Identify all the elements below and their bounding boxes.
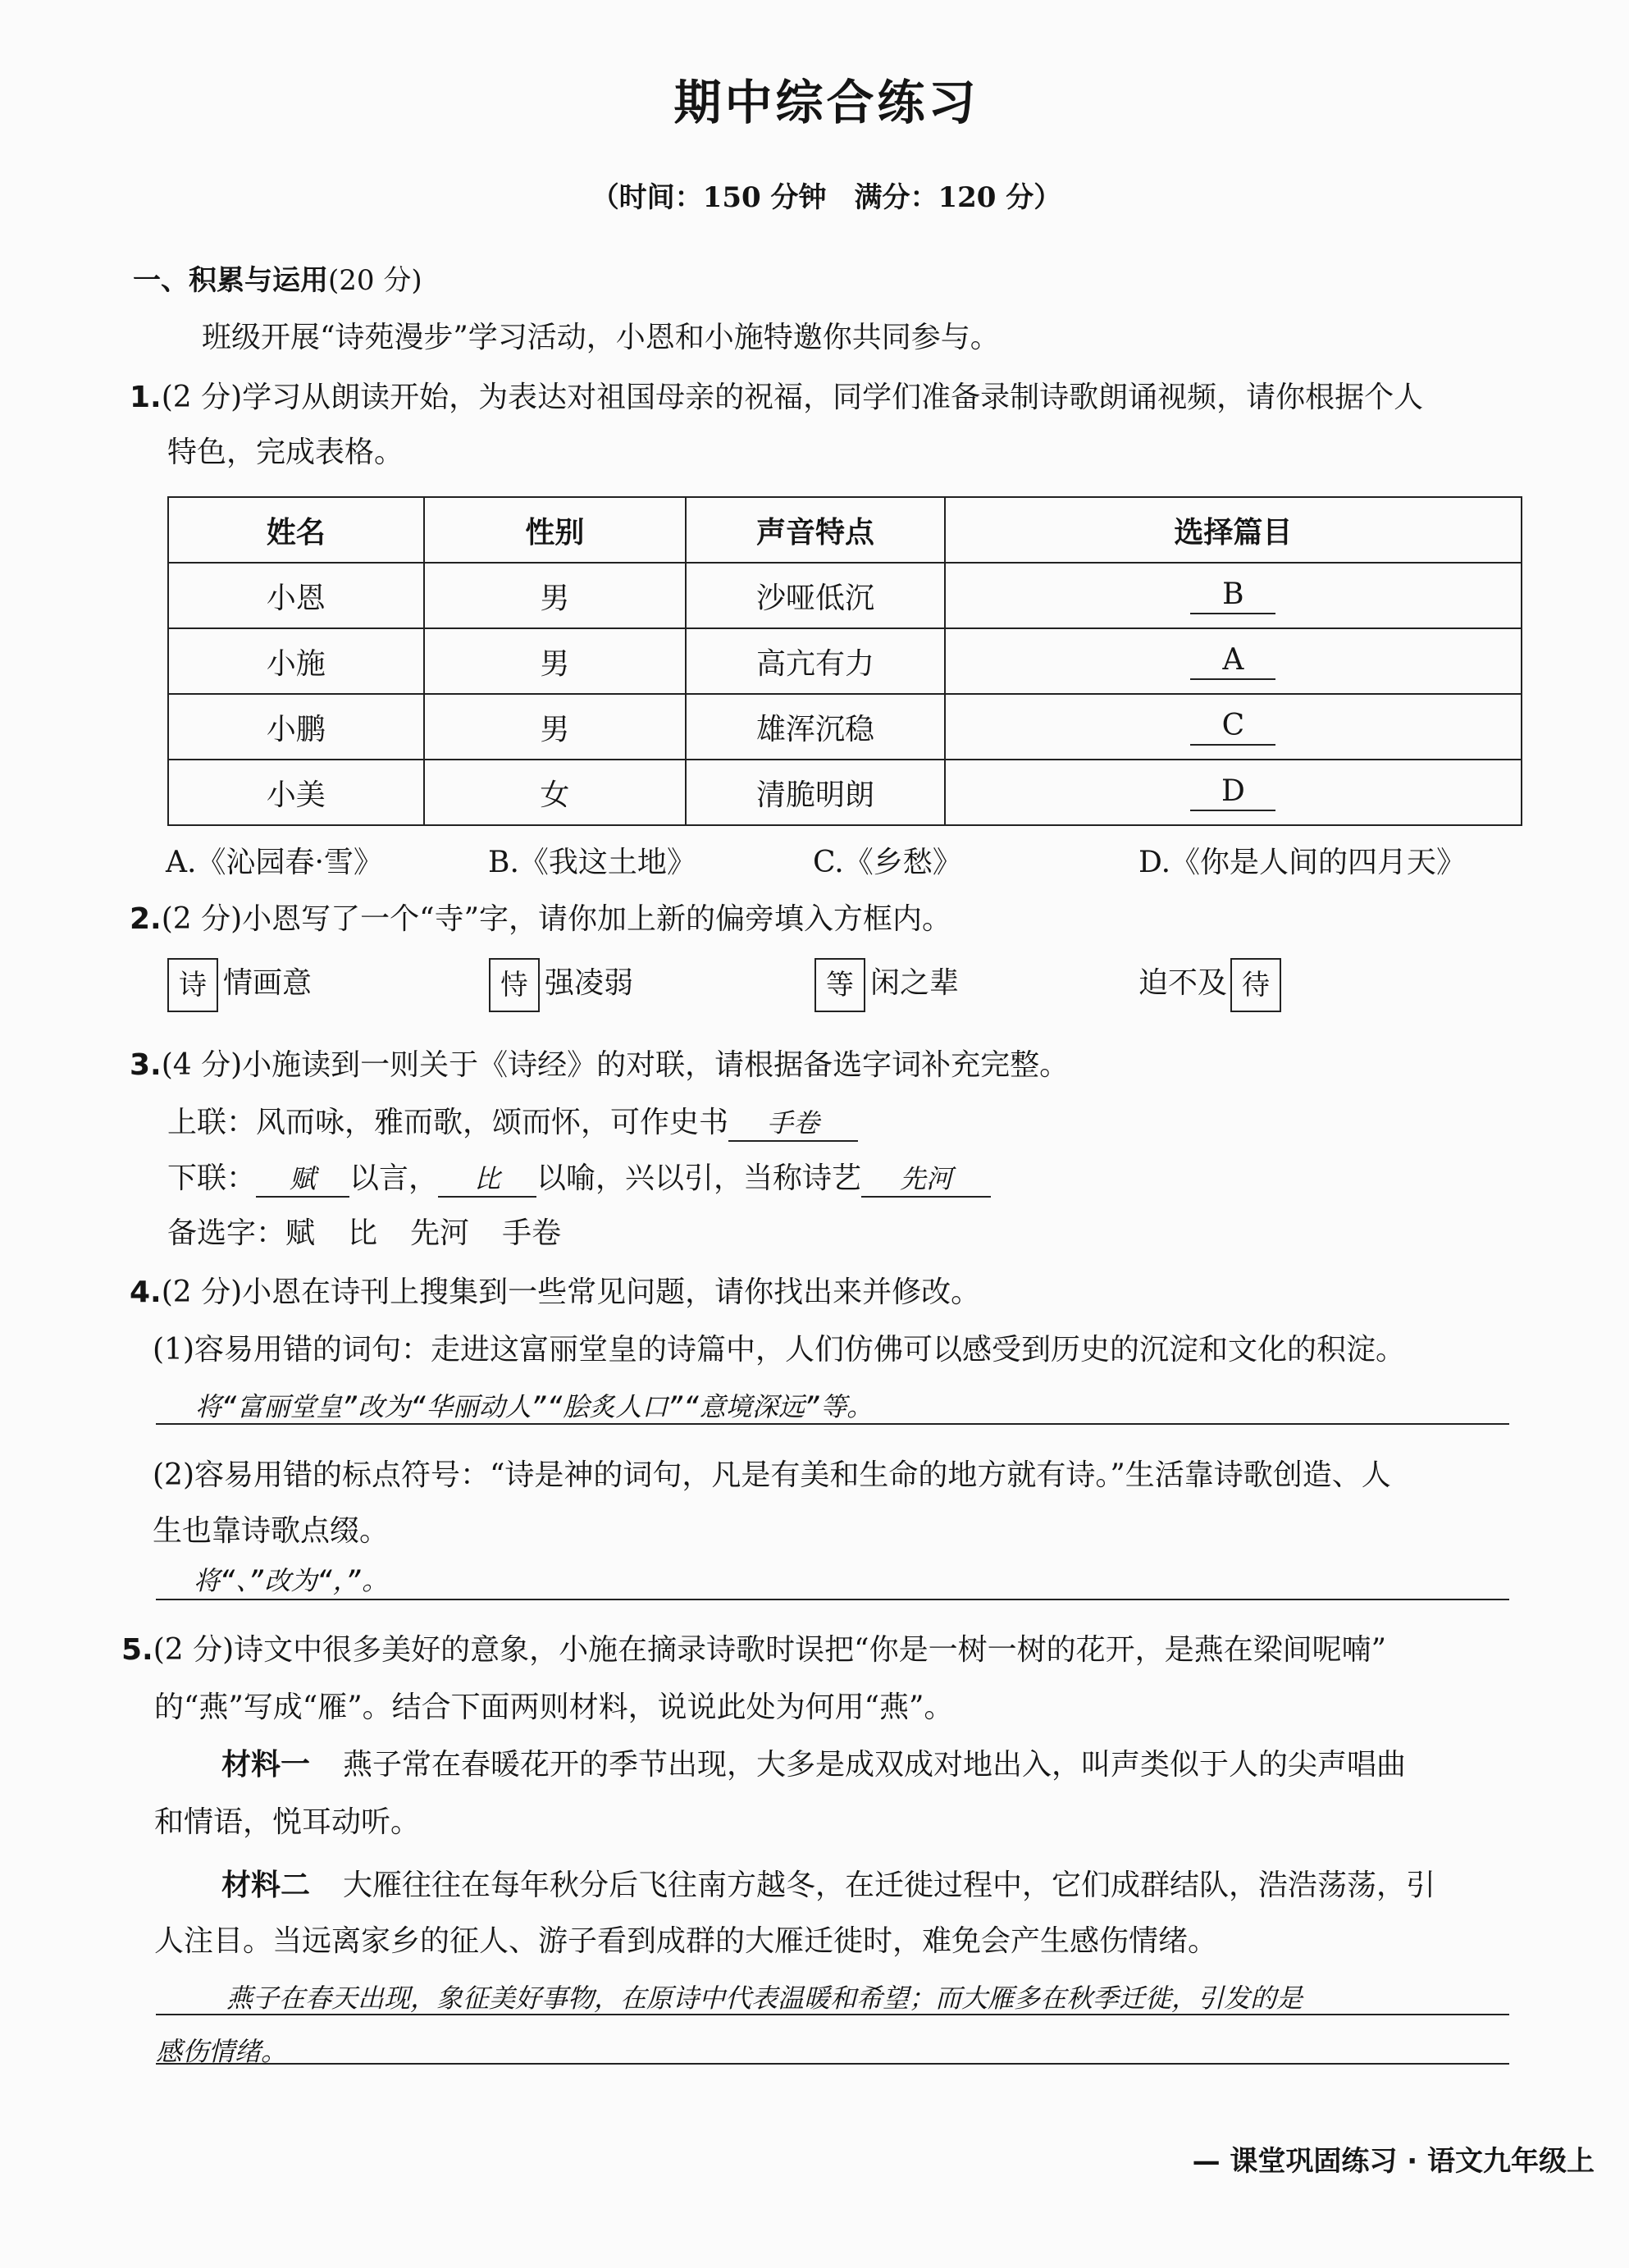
page-title: 期中综合练习: [673, 75, 979, 130]
answer-line: [156, 2014, 1509, 2015]
material-label: 材料二: [221, 1869, 311, 1902]
voice-table: [167, 496, 1522, 826]
question-2: [130, 896, 951, 938]
question-number: 2.: [130, 902, 162, 936]
idiom-item: [1138, 958, 1286, 1012]
couplet-lower: [167, 1155, 991, 1198]
answer-blank[interactable]: C: [1190, 708, 1275, 746]
question-number: 4.: [130, 1275, 162, 1309]
idiom-rest: 情画意: [223, 966, 313, 1000]
idiom-rest: 迫不及: [1138, 966, 1228, 1000]
question-number: 1.: [130, 381, 162, 414]
cell-choice: [945, 628, 1522, 694]
cell-gender: 男: [424, 694, 687, 760]
question-5-line1: [121, 1627, 1386, 1668]
option-c: C.《乡愁》: [813, 846, 962, 879]
answer-blank[interactable]: 手卷: [728, 1102, 858, 1142]
sub-question-2-line1: (2)容易用错的标点符号：“诗是神的词句，凡是有美和生命的地方就有诗。”生活靠诗歌创造、人: [153, 1458, 1391, 1492]
question-1-line2: 特色，完成表格。: [167, 436, 404, 469]
handwritten-answer: 将“富丽堂皇”改为“华丽动人”“脍炙人口”“意境深远”等。: [195, 1391, 874, 1422]
sub-question-1: (1)容易用错的词句：走进这富丽堂皇的诗篇中，人们仿佛可以感受到历史的沉淀和文化的积淀。: [153, 1333, 1405, 1367]
cell-gender: 女: [424, 760, 687, 825]
page-footer: — 课堂巩固练习 · 语文九年级上: [1192, 2145, 1595, 2178]
idiom-rest: 强凌弱: [545, 966, 634, 1000]
table-header-row: [168, 497, 1522, 563]
material-label: 材料一: [221, 1748, 311, 1782]
cell-choice: [945, 563, 1522, 628]
answer-blank[interactable]: 赋: [256, 1158, 349, 1198]
answer-box[interactable]: 待: [1230, 958, 1281, 1012]
cell-voice: 清脆明朗: [686, 760, 945, 825]
material-text: 燕子常在春暖花开的季节出现，大多是成双成对地出入，叫声类似于人的尖声唱曲: [343, 1748, 1407, 1782]
answer-blank[interactable]: B: [1190, 577, 1275, 614]
candidates-label: 备选字：: [167, 1216, 286, 1250]
answer-blank[interactable]: D: [1190, 773, 1275, 811]
column-header: 选择篇目: [945, 497, 1522, 563]
material-2-line1: [221, 1862, 1435, 1904]
section-heading: [133, 258, 422, 298]
upper-prefix: 上联：风而咏，雅而歌，颂而怀，可作史书: [167, 1106, 729, 1139]
answer-box[interactable]: 等: [814, 958, 865, 1012]
handwritten-answer: 感伤情绪。: [156, 2036, 288, 2067]
section-label: 一、积累与运用: [133, 264, 328, 297]
candidate: 手卷: [502, 1216, 562, 1250]
option-a: A.《沁园春·雪》: [166, 846, 383, 879]
cell-gender: 男: [424, 628, 687, 694]
question-1-line1: [130, 374, 1423, 416]
question-text: (2 分)小恩在诗刊上搜集到一些常见问题，请你找出来并修改。: [161, 1275, 981, 1309]
candidate: 比: [348, 1216, 378, 1250]
cell-voice: 高亢有力: [686, 628, 945, 694]
option-d: D.《你是人间的四月天》: [1138, 846, 1467, 879]
material-text: 大雁往往在每年秋分后飞往南方越冬，在迁徙过程中，它们成群结队，浩浩荡荡，引: [343, 1869, 1436, 1902]
answer-blank[interactable]: 先河: [861, 1158, 991, 1198]
answer-blank[interactable]: 比: [438, 1158, 536, 1198]
cell-name: 小施: [168, 628, 424, 694]
lower-mid: 以喻，兴以引，当称诗艺: [536, 1161, 862, 1195]
question-text: (2 分)学习从朗读开始，为表达对祖国母亲的祝福，同学们准备录制诗歌朗诵视频，请你根据个人: [161, 381, 1424, 414]
cell-gender: 男: [424, 563, 687, 628]
material-2-line2: 人注目。当远离家乡的征人、游子看到成群的大雁迁徙时，难免会产生感伤情绪。: [154, 1924, 1218, 1958]
table-row: [168, 760, 1522, 825]
idiom-rest: 闲之辈: [870, 966, 960, 1000]
question-text: (2 分)诗文中很多美好的意象，小施在摘录诗歌时误把“你是一树一树的花开，是燕在梁间呢喃”: [153, 1633, 1386, 1667]
question-text: (2 分)小恩写了一个“寺”字，请你加上新的偏旁填入方框内。: [161, 902, 951, 936]
cell-voice: 雄浑沉稳: [686, 694, 945, 760]
cell-choice: [945, 694, 1522, 760]
candidate: 赋: [285, 1216, 316, 1250]
idiom-item: [167, 958, 312, 1012]
table-row: [168, 563, 1522, 628]
column-header: 性别: [424, 497, 687, 563]
section-score: (20 分): [328, 264, 422, 297]
handwritten-answer: 将“、”改为“，”。: [194, 1565, 389, 1596]
cell-name: 小美: [168, 760, 424, 825]
cell-name: 小恩: [168, 563, 424, 628]
sub-question-2-line2: 生也靠诗歌点缀。: [153, 1514, 390, 1548]
option-b: B.《我这土地》: [488, 846, 696, 879]
answer-blank[interactable]: A: [1190, 642, 1275, 680]
candidate: 先河: [410, 1216, 470, 1250]
answer-line: [156, 2063, 1509, 2065]
idiom-item: [489, 958, 633, 1012]
question-number: 3.: [130, 1048, 162, 1082]
question-3: [130, 1042, 1069, 1084]
exam-info: （时间：150 分钟 满分：120 分）: [591, 181, 1062, 214]
candidate-words: [167, 1210, 561, 1252]
cell-voice: 沙哑低沉: [686, 563, 945, 628]
column-header: 姓名: [168, 497, 424, 563]
handwritten-answer: 燕子在春天出现，象征美好事物，在原诗中代表温暖和希望；而大雁多在秋季迁徙，引发的是: [226, 1983, 1303, 2014]
table-row: [168, 628, 1522, 694]
material-1-line1: [221, 1741, 1406, 1783]
answer-line: [156, 1599, 1509, 1600]
answer-box[interactable]: 恃: [489, 958, 540, 1012]
material-1-line2: 和情语，悦耳动听。: [154, 1805, 421, 1839]
lower-prefix: 下联：: [167, 1161, 257, 1195]
cell-name: 小鹏: [168, 694, 424, 760]
couplet-upper: [167, 1099, 858, 1142]
idiom-item: [814, 958, 959, 1012]
question-number: 5.: [121, 1633, 153, 1667]
activity-intro: 班级开展“诗苑漫步”学习活动，小恩和小施特邀你共同参与。: [202, 321, 1000, 354]
question-5-line2: 的“燕”写成“雁”。结合下面两则材料，说说此处为何用“燕”。: [154, 1691, 954, 1724]
table-row: [168, 694, 1522, 760]
answer-line: [156, 1423, 1509, 1425]
question-text: (4 分)小施读到一则关于《诗经》的对联，请根据备选字词补充完整。: [161, 1048, 1070, 1082]
column-header: 声音特点: [686, 497, 945, 563]
question-4: [130, 1269, 980, 1311]
lower-mid: 以言，: [349, 1161, 439, 1195]
cell-choice: [945, 760, 1522, 825]
answer-box[interactable]: 诗: [167, 958, 218, 1012]
